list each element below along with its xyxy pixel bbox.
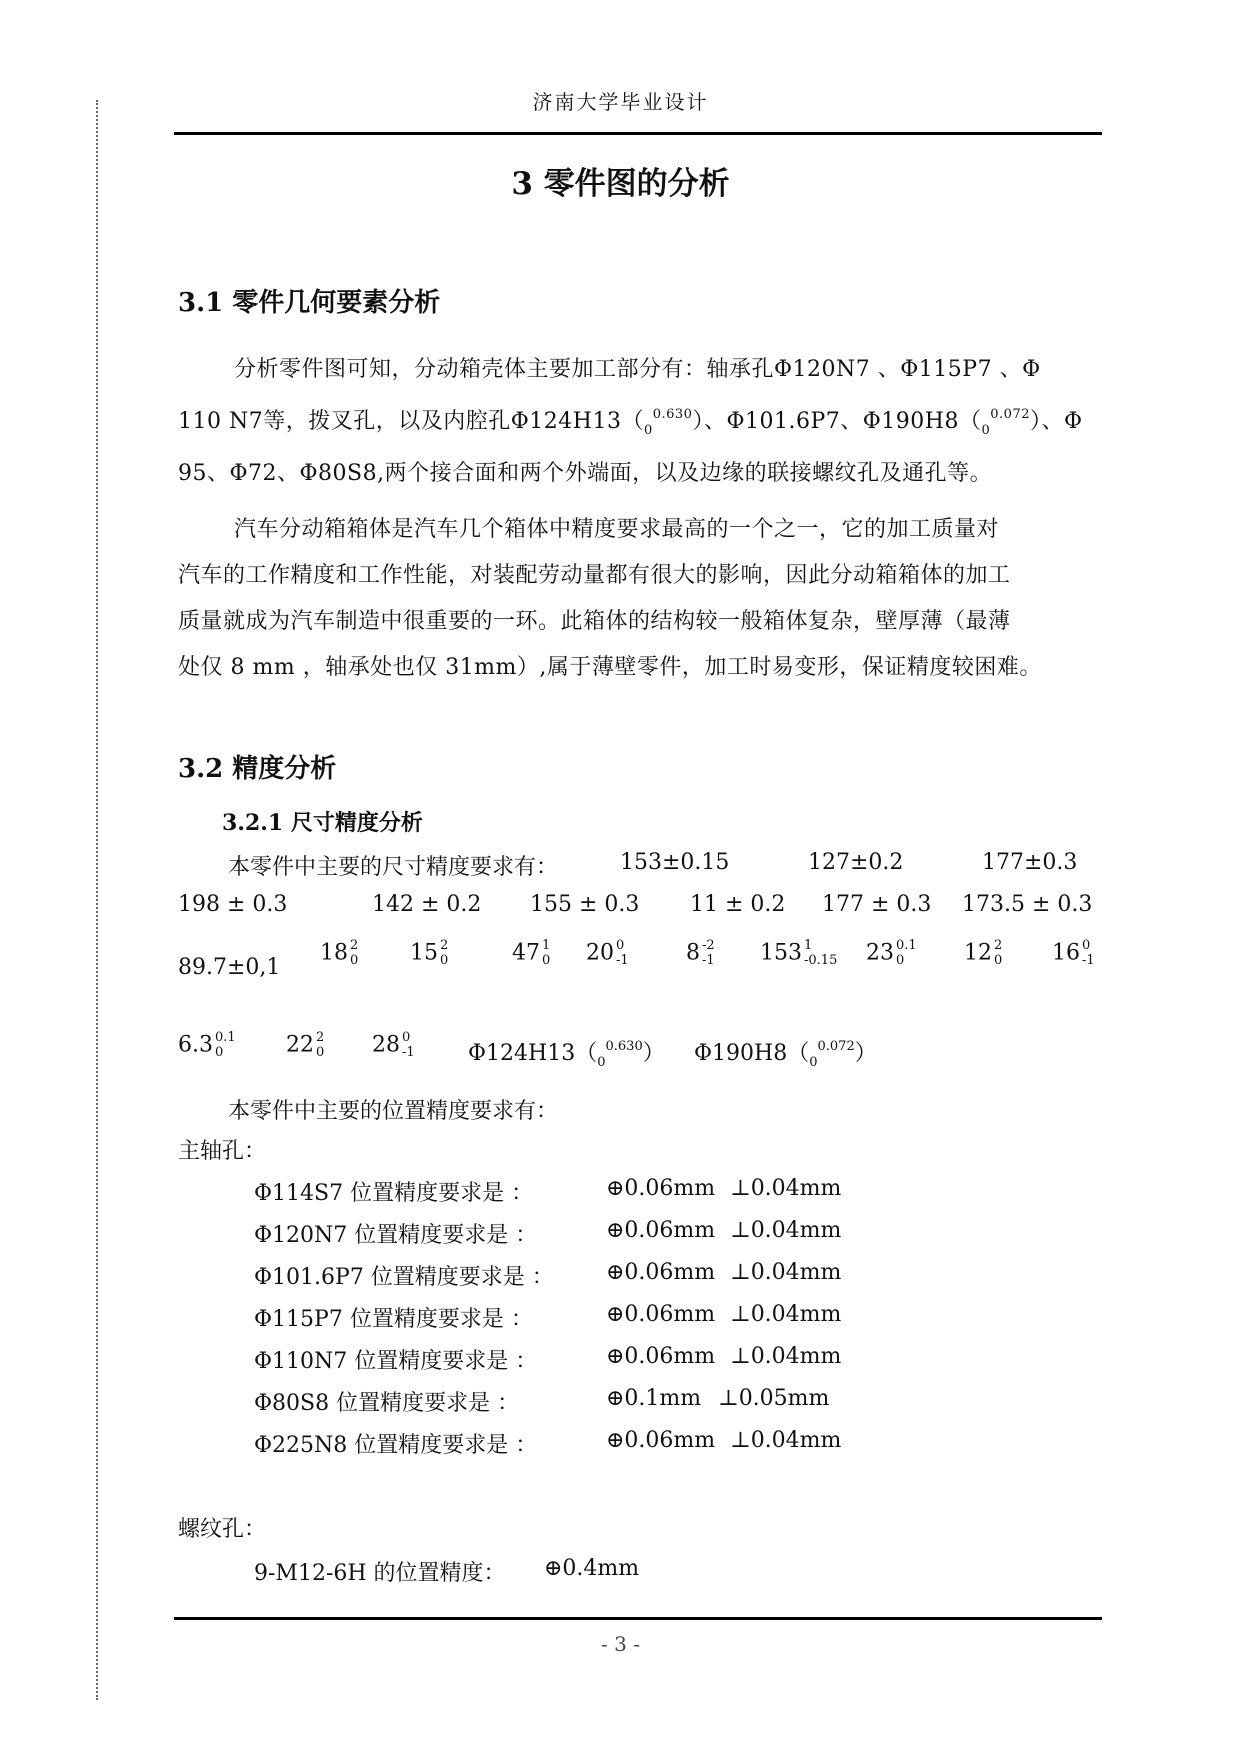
- footer-rule: [174, 1617, 1102, 1620]
- perpendicularity-tolerance: ⊥0.04mm: [730, 1176, 842, 1201]
- dim-tolerance: [178, 1030, 236, 1060]
- dim-value: 173.5 ± 0.3: [962, 892, 1093, 917]
- tolerance-lower: 0: [896, 953, 905, 968]
- para-line: 95、Φ72、Φ80S8,两个接合面和两个外端面，以及边缘的联接螺纹孔及通孔等。: [178, 461, 993, 486]
- dim-tolerance: [686, 938, 715, 968]
- position-tolerance: ⊕0.4mm: [544, 1556, 640, 1581]
- tolerance-upper: 0: [1082, 938, 1091, 953]
- dim-base: 8: [686, 940, 700, 966]
- text-run: ）、Φ101.6P7、Φ190H8（: [692, 409, 982, 434]
- dim-base: 47: [512, 940, 540, 966]
- perpendicularity-tolerance: ⊥0.04mm: [730, 1302, 842, 1327]
- dim-value: 155 ± 0.3: [530, 892, 640, 917]
- dim-tolerance: [286, 1030, 324, 1060]
- binding-margin-line: [96, 100, 98, 1700]
- tolerance-upper: 0.630: [605, 1039, 643, 1054]
- tolerance-lower: 0: [350, 953, 359, 968]
- tolerance-lower: -1: [616, 953, 629, 968]
- perpendicularity-tolerance: ⊥0.04mm: [730, 1428, 842, 1453]
- tolerance-lower: 0: [597, 1055, 606, 1070]
- dim-base: 12: [964, 940, 992, 966]
- position-tolerance: ⊕0.06mm: [606, 1218, 716, 1243]
- para-line: [178, 404, 1083, 438]
- dim-base: 22: [286, 1032, 314, 1058]
- page-header: 济南大学毕业设计: [532, 90, 709, 114]
- tolerance-lower: 0: [809, 1055, 818, 1070]
- dim-tolerance: [320, 938, 358, 968]
- tolerance-upper: 0: [402, 1030, 411, 1045]
- section-heading-3-1: 3.1 零件几何要素分析: [178, 288, 441, 318]
- tolerance-upper: 2: [994, 938, 1003, 953]
- perpendicularity-tolerance: ⊥0.04mm: [730, 1218, 842, 1243]
- dim-value: 153±0.15: [620, 850, 730, 875]
- tolerance-lower: 0: [316, 1045, 325, 1060]
- position-intro: 本零件中主要的位置精度要求有：: [228, 1099, 559, 1124]
- tolerance-lower: -1: [402, 1045, 415, 1060]
- dim-intro: 本零件中主要的尺寸精度要求有：: [228, 855, 559, 880]
- para-line: 汽车的工作精度和工作性能，对装配劳动量都有很大的影响，因此分动箱箱体的加工: [178, 563, 1011, 588]
- text-run: ）: [854, 1041, 877, 1066]
- para-line: 质量就成为汽车制造中很重要的一环。此箱体的结构较一般箱体复杂，壁厚薄（最薄: [178, 609, 1011, 634]
- position-row-label: Φ225N8 位置精度要求是 ：: [254, 1433, 538, 1458]
- dim-tolerance: [964, 938, 1002, 968]
- tolerance-lower: -1: [1082, 953, 1095, 968]
- perpendicularity-tolerance: ⊥0.04mm: [730, 1260, 842, 1285]
- dim-tolerance: [866, 938, 917, 968]
- position-tolerance: ⊕0.06mm: [606, 1302, 716, 1327]
- chapter-title: 3 零件图的分析: [511, 166, 730, 202]
- tolerance-lower: 0: [440, 953, 449, 968]
- para-line: 处仅 8 mm ，轴承处也仅 31mm）,属于薄壁零件，加工时易变形，保证精度较困难。: [178, 655, 1042, 680]
- position-row-label: Φ114S7 位置精度要求是 ：: [254, 1181, 534, 1206]
- dim-base: 23: [866, 940, 894, 966]
- tolerance-lower: 0: [542, 953, 551, 968]
- dim-value: 177 ± 0.3: [822, 892, 932, 917]
- dim-tolerance: [410, 938, 448, 968]
- thread-row-label: 9-M12-6H 的位置精度：: [254, 1561, 506, 1586]
- page-number: - 3 -: [601, 1632, 640, 1656]
- position-tolerance: ⊕0.06mm: [606, 1260, 716, 1285]
- section-heading-3-2: 3.2 精度分析: [178, 754, 337, 784]
- dim-tolerance: [372, 1030, 415, 1060]
- dim-base: 18: [320, 940, 348, 966]
- position-tolerance: ⊕0.1mm: [606, 1386, 702, 1411]
- text-run: ）、Φ: [1029, 409, 1083, 434]
- tolerance-upper: 0: [616, 938, 625, 953]
- tolerance-lower: 0: [981, 423, 991, 438]
- tolerance-upper: 1: [804, 938, 813, 953]
- position-row-label: Φ120N7 位置精度要求是 ：: [254, 1223, 538, 1248]
- dim-base: 28: [372, 1032, 400, 1058]
- tolerance-upper: 0.072: [817, 1039, 855, 1054]
- dim-value: 142 ± 0.2: [372, 892, 482, 917]
- header-rule: [174, 132, 1102, 135]
- tolerance-upper: 2: [440, 938, 449, 953]
- tolerance-lower: -1: [702, 953, 715, 968]
- perpendicularity-tolerance: ⊥0.05mm: [718, 1386, 830, 1411]
- dim-base: 6.3: [178, 1032, 213, 1058]
- main-shaft-label: 主轴孔：: [178, 1139, 267, 1164]
- para-line: 汽车分动箱箱体是汽车几个箱体中精度要求最高的一个之一，它的加工质量对: [234, 517, 1000, 542]
- tolerance-lower: 0: [643, 423, 653, 438]
- tolerance-upper: 2: [316, 1030, 325, 1045]
- dim-tolerance: [586, 938, 629, 968]
- dim-value: 127±0.2: [808, 850, 904, 875]
- tolerance-lower: 0: [215, 1045, 224, 1060]
- dim-base: 15: [410, 940, 438, 966]
- dim-tolerance: [512, 938, 550, 968]
- dim-tolerance: [1052, 938, 1095, 968]
- text-run: 110 N7等，拨叉孔，以及内腔孔Φ124H13（: [178, 409, 644, 434]
- dim-tolerance: [468, 1036, 665, 1070]
- position-row-label: Φ80S8 位置精度要求是 ：: [254, 1391, 520, 1416]
- tolerance-upper: 2: [350, 938, 359, 953]
- para-line: 分析零件图可知，分动箱壳体主要加工部分有：轴承孔Φ120N7 、Φ115P7 、Φ: [234, 357, 1041, 382]
- dim-value: 177±0.3: [982, 850, 1078, 875]
- tolerance-upper: 0.072: [990, 407, 1030, 422]
- dim-value: 11 ± 0.2: [690, 892, 786, 917]
- dim-base: 20: [586, 940, 614, 966]
- tolerance-upper: 0.1: [215, 1030, 236, 1045]
- position-row-label: Φ110N7 位置精度要求是 ：: [254, 1349, 538, 1374]
- position-row-label: Φ101.6P7 位置精度要求是 ：: [254, 1265, 554, 1290]
- text-run: Φ190H8（: [694, 1041, 810, 1066]
- position-row-label: Φ115P7 位置精度要求是 ：: [254, 1307, 533, 1332]
- dim-tolerance: [694, 1036, 877, 1070]
- thread-hole-label: 螺纹孔：: [178, 1517, 267, 1542]
- dim-value: 198 ± 0.3: [178, 892, 288, 917]
- tolerance-lower: 0: [994, 953, 1003, 968]
- dim-tolerance: [760, 938, 837, 968]
- text-run: ）: [642, 1041, 665, 1066]
- dim-base: 153: [760, 940, 802, 966]
- dim-value: 89.7±0,1: [178, 955, 281, 980]
- perpendicularity-tolerance: ⊥0.04mm: [730, 1344, 842, 1369]
- position-tolerance: ⊕0.06mm: [606, 1344, 716, 1369]
- dim-base: 16: [1052, 940, 1080, 966]
- position-tolerance: ⊕0.06mm: [606, 1428, 716, 1453]
- position-tolerance: ⊕0.06mm: [606, 1176, 716, 1201]
- subsection-heading-3-2-1: 3.2.1 尺寸精度分析: [222, 810, 423, 836]
- tolerance-upper: 0.630: [652, 407, 693, 422]
- tolerance-upper: 1: [542, 938, 551, 953]
- tolerance-lower: -0.15: [804, 953, 838, 968]
- tolerance-upper: 0.1: [896, 938, 917, 953]
- text-run: Φ124H13（: [468, 1041, 598, 1066]
- tolerance-upper: -2: [702, 938, 715, 953]
